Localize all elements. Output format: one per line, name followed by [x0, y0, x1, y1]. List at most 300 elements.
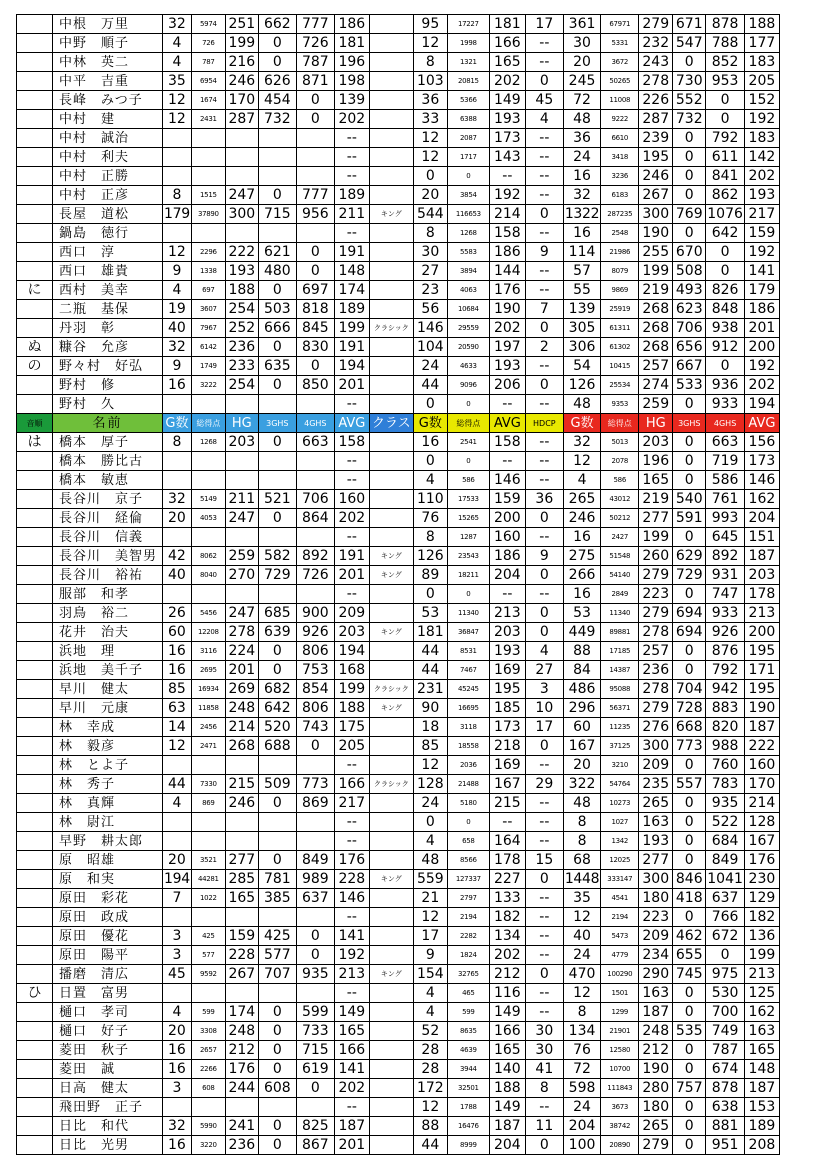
total-score-1-cell: 8062	[191, 547, 225, 566]
name-cell: 長谷川 美智男	[53, 547, 163, 566]
name-cell: 丹羽 彰	[53, 319, 163, 338]
player-row	[17, 34, 780, 53]
3ghs-3-cell: 0	[673, 756, 706, 775]
hg-3-cell: 190	[639, 224, 673, 243]
header-hdcp: HDCP	[525, 414, 563, 433]
total-score-3-cell: 3673	[601, 1098, 639, 1117]
g-count-2-cell: 17	[413, 927, 447, 946]
total-score-2-cell: 45245	[447, 680, 489, 699]
name-cell: 中村 利夫	[53, 148, 163, 167]
avg-3-cell: 171	[744, 661, 779, 680]
4ghs-3-cell: 0	[706, 91, 745, 110]
avg-3-cell: 187	[744, 547, 779, 566]
name-cell: 花井 治夫	[53, 623, 163, 642]
name-cell: 長峰 みつ子	[53, 91, 163, 110]
3ghs-1-cell	[258, 1098, 296, 1117]
g-count-3-cell: 72	[563, 91, 600, 110]
hg-3-cell: 236	[639, 661, 673, 680]
3ghs-1-cell: 0	[258, 1022, 296, 1041]
hg-1-cell: 224	[225, 642, 258, 661]
g-count-1-cell: 16	[163, 1041, 192, 1060]
3ghs-3-cell: 0	[673, 813, 706, 832]
player-row	[17, 1117, 780, 1136]
total-score-2-cell: 2036	[447, 756, 489, 775]
g-count-1-cell: 16	[163, 1060, 192, 1079]
4ghs-1-cell: 935	[296, 965, 334, 984]
total-score-2-cell: 1788	[447, 1098, 489, 1117]
avg-3-cell: 195	[744, 680, 779, 699]
kana-cell	[17, 870, 53, 889]
3ghs-3-cell: 0	[673, 851, 706, 870]
3ghs-3-cell: 0	[673, 167, 706, 186]
hg-1-cell: 201	[225, 661, 258, 680]
3ghs-3-cell: 0	[673, 794, 706, 813]
avg-3-cell: 162	[744, 490, 779, 509]
hg-3-cell: 265	[639, 794, 673, 813]
class-cell	[369, 452, 413, 471]
avg-2-cell: 186	[489, 243, 525, 262]
player-row	[17, 642, 780, 661]
3ghs-1-cell: 385	[258, 889, 296, 908]
hg-1-cell: 215	[225, 775, 258, 794]
hg-1-cell: 287	[225, 110, 258, 129]
name-cell: 原 和実	[53, 870, 163, 889]
total-score-2-cell: 0	[447, 813, 489, 832]
total-score-1-cell	[191, 395, 225, 414]
class-cell	[369, 376, 413, 395]
g-count-1-cell: 32	[163, 1117, 192, 1136]
g-count-1-cell: 40	[163, 566, 192, 585]
4ghs-1-cell	[296, 528, 334, 547]
hg-3-cell: 243	[639, 53, 673, 72]
hg-3-cell: 279	[639, 604, 673, 623]
name-cell: 橋本 勝比古	[53, 452, 163, 471]
4ghs-3-cell: 931	[706, 566, 745, 585]
total-score-2-cell: 16695	[447, 699, 489, 718]
hdcp-cell: 7	[525, 300, 563, 319]
name-cell: 林 毅彦	[53, 737, 163, 756]
kana-cell	[17, 585, 53, 604]
hg-3-cell: 267	[639, 186, 673, 205]
g-count-2-cell: 0	[413, 813, 447, 832]
name-cell: 浜地 理	[53, 642, 163, 661]
4ghs-3-cell: 951	[706, 1136, 745, 1155]
avg-1-cell: 146	[334, 889, 369, 908]
total-score-2-cell: 0	[447, 585, 489, 604]
avg-1-cell: 194	[334, 357, 369, 376]
3ghs-3-cell: 667	[673, 357, 706, 376]
class-cell	[369, 756, 413, 775]
4ghs-3-cell: 938	[706, 319, 745, 338]
hdcp-cell: --	[525, 262, 563, 281]
avg-2-cell: 173	[489, 129, 525, 148]
hdcp-cell: --	[525, 927, 563, 946]
total-score-3-cell: 25534	[601, 376, 639, 395]
player-row	[17, 547, 780, 566]
hg-1-cell	[225, 984, 258, 1003]
class-cell	[369, 1098, 413, 1117]
kana-cell	[17, 794, 53, 813]
total-score-1-cell: 1515	[191, 186, 225, 205]
4ghs-1-cell: 743	[296, 718, 334, 737]
total-score-1-cell: 44281	[191, 870, 225, 889]
hg-1-cell	[225, 1098, 258, 1117]
hg-3-cell: 257	[639, 357, 673, 376]
3ghs-1-cell: 425	[258, 927, 296, 946]
name-cell: 早野 耕太郎	[53, 832, 163, 851]
g-count-1-cell: 16	[163, 661, 192, 680]
g-count-1-cell: 42	[163, 547, 192, 566]
class-cell: キング	[369, 566, 413, 585]
g-count-3-cell: 24	[563, 1098, 600, 1117]
kana-cell	[17, 395, 53, 414]
total-score-1-cell: 16934	[191, 680, 225, 699]
total-score-2-cell: 8635	[447, 1022, 489, 1041]
avg-2-cell: 190	[489, 300, 525, 319]
hdcp-cell: --	[525, 186, 563, 205]
class-cell	[369, 110, 413, 129]
hg-3-cell: 268	[639, 319, 673, 338]
total-score-2-cell: 0	[447, 167, 489, 186]
total-score-2-cell: 7467	[447, 661, 489, 680]
hdcp-cell: 30	[525, 1041, 563, 1060]
avg-1-cell: --	[334, 129, 369, 148]
avg-3-cell: 170	[744, 775, 779, 794]
g-count-1-cell: 32	[163, 15, 192, 34]
kana-cell	[17, 262, 53, 281]
g-count-3-cell: 55	[563, 281, 600, 300]
player-row	[17, 452, 780, 471]
g-count-3-cell: 245	[563, 72, 600, 91]
4ghs-3-cell: 792	[706, 129, 745, 148]
4ghs-3-cell: 783	[706, 775, 745, 794]
avg-1-cell: 201	[334, 566, 369, 585]
kana-cell	[17, 889, 53, 908]
avg-2-cell: 149	[489, 1003, 525, 1022]
avg-3-cell: 200	[744, 338, 779, 357]
4ghs-3-cell: 761	[706, 490, 745, 509]
player-row	[17, 281, 780, 300]
kana-cell	[17, 604, 53, 623]
hg-3-cell: 163	[639, 813, 673, 832]
3ghs-3-cell: 493	[673, 281, 706, 300]
3ghs-3-cell: 846	[673, 870, 706, 889]
player-row	[17, 167, 780, 186]
g-count-2-cell: 181	[413, 623, 447, 642]
player-row	[17, 338, 780, 357]
name-cell: 早川 健太	[53, 680, 163, 699]
3ghs-3-cell: 0	[673, 1098, 706, 1117]
avg-2-cell: 188	[489, 1079, 525, 1098]
class-cell	[369, 186, 413, 205]
3ghs-1-cell: 520	[258, 718, 296, 737]
hg-3-cell: 277	[639, 509, 673, 528]
3ghs-3-cell: 0	[673, 1117, 706, 1136]
4ghs-3-cell: 747	[706, 585, 745, 604]
3ghs-1-cell: 0	[258, 661, 296, 680]
3ghs-1-cell: 0	[258, 794, 296, 813]
hg-1-cell: 222	[225, 243, 258, 262]
g-count-1-cell: 60	[163, 623, 192, 642]
avg-2-cell: 202	[489, 946, 525, 965]
g-count-3-cell: 35	[563, 889, 600, 908]
hdcp-cell: --	[525, 167, 563, 186]
hg-3-cell: 300	[639, 870, 673, 889]
hdcp-cell: 27	[525, 661, 563, 680]
total-score-1-cell: 5456	[191, 604, 225, 623]
hg-3-cell: 209	[639, 756, 673, 775]
total-score-1-cell	[191, 832, 225, 851]
hg-1-cell: 285	[225, 870, 258, 889]
3ghs-3-cell: 0	[673, 661, 706, 680]
g-count-2-cell: 172	[413, 1079, 447, 1098]
g-count-3-cell: 12	[563, 908, 600, 927]
3ghs-1-cell: 682	[258, 680, 296, 699]
total-score-2-cell: 2282	[447, 927, 489, 946]
kana-cell	[17, 1117, 53, 1136]
avg-2-cell: 193	[489, 357, 525, 376]
avg-2-cell: 202	[489, 319, 525, 338]
g-count-2-cell: 12	[413, 129, 447, 148]
avg-2-cell: 169	[489, 661, 525, 680]
hdcp-cell: --	[525, 1098, 563, 1117]
total-score-3-cell: 3672	[601, 53, 639, 72]
avg-2-cell: 203	[489, 623, 525, 642]
hg-3-cell: 212	[639, 1041, 673, 1060]
3ghs-1-cell: 0	[258, 376, 296, 395]
hg-1-cell	[225, 395, 258, 414]
3ghs-3-cell: 535	[673, 1022, 706, 1041]
class-cell: キング	[369, 623, 413, 642]
4ghs-3-cell: 0	[706, 262, 745, 281]
player-row	[17, 661, 780, 680]
avg-2-cell: 206	[489, 376, 525, 395]
header-avg-3: AVG	[744, 414, 779, 433]
avg-2-cell: 200	[489, 509, 525, 528]
g-count-2-cell: 28	[413, 1041, 447, 1060]
g-count-2-cell: 56	[413, 300, 447, 319]
kana-cell	[17, 813, 53, 832]
kana-cell	[17, 965, 53, 984]
total-score-2-cell: 6388	[447, 110, 489, 129]
g-count-3-cell: 48	[563, 794, 600, 813]
header-hg-3: HG	[639, 414, 673, 433]
total-score-3-cell: 111843	[601, 1079, 639, 1098]
avg-2-cell: 160	[489, 528, 525, 547]
name-cell: 播磨 清広	[53, 965, 163, 984]
hdcp-cell: 45	[525, 91, 563, 110]
g-count-1-cell: 35	[163, 72, 192, 91]
kana-cell	[17, 376, 53, 395]
total-score-2-cell: 2087	[447, 129, 489, 148]
total-score-1-cell: 12208	[191, 623, 225, 642]
g-count-3-cell: 48	[563, 395, 600, 414]
header-total-score-1: 総得点	[191, 414, 225, 433]
hg-1-cell: 246	[225, 794, 258, 813]
kana-cell	[17, 471, 53, 490]
player-row	[17, 72, 780, 91]
player-row	[17, 851, 780, 870]
g-count-1-cell	[163, 471, 192, 490]
hg-1-cell	[225, 528, 258, 547]
player-row	[17, 889, 780, 908]
player-row	[17, 984, 780, 1003]
total-score-3-cell: 5013	[601, 433, 639, 452]
total-score-3-cell: 8079	[601, 262, 639, 281]
hdcp-cell: --	[525, 281, 563, 300]
total-score-3-cell: 4779	[601, 946, 639, 965]
avg-3-cell: 146	[744, 471, 779, 490]
total-score-3-cell: 3210	[601, 756, 639, 775]
4ghs-1-cell: 830	[296, 338, 334, 357]
g-count-1-cell: 45	[163, 965, 192, 984]
avg-2-cell: 193	[489, 110, 525, 129]
avg-2-cell: 204	[489, 566, 525, 585]
4ghs-3-cell: 933	[706, 395, 745, 414]
name-cell: 原田 陽平	[53, 946, 163, 965]
avg-3-cell: 208	[744, 1136, 779, 1155]
avg-3-cell: 152	[744, 91, 779, 110]
class-cell	[369, 91, 413, 110]
kana-cell	[17, 1079, 53, 1098]
g-count-2-cell: 28	[413, 1060, 447, 1079]
g-count-1-cell: 63	[163, 699, 192, 718]
kana-cell	[17, 1041, 53, 1060]
avg-3-cell: 159	[744, 224, 779, 243]
player-row	[17, 224, 780, 243]
g-count-3-cell: 266	[563, 566, 600, 585]
total-score-3-cell: 2194	[601, 908, 639, 927]
hdcp-cell: --	[525, 53, 563, 72]
g-count-1-cell: 20	[163, 1022, 192, 1041]
avg-3-cell: 183	[744, 129, 779, 148]
3ghs-1-cell: 503	[258, 300, 296, 319]
name-cell: 飛田野 正子	[53, 1098, 163, 1117]
g-count-1-cell	[163, 813, 192, 832]
avg-1-cell: --	[334, 224, 369, 243]
avg-3-cell: 129	[744, 889, 779, 908]
total-score-2-cell: 4639	[447, 1041, 489, 1060]
g-count-3-cell: 449	[563, 623, 600, 642]
total-score-2-cell: 20590	[447, 338, 489, 357]
total-score-3-cell: 11235	[601, 718, 639, 737]
hg-1-cell	[225, 148, 258, 167]
4ghs-3-cell: 611	[706, 148, 745, 167]
name-cell: 林 秀子	[53, 775, 163, 794]
g-count-2-cell: 0	[413, 167, 447, 186]
kana-cell	[17, 243, 53, 262]
class-cell	[369, 471, 413, 490]
g-count-2-cell: 128	[413, 775, 447, 794]
player-row	[17, 1098, 780, 1117]
3ghs-3-cell: 508	[673, 262, 706, 281]
avg-3-cell: 178	[744, 585, 779, 604]
total-score-1-cell: 37890	[191, 205, 225, 224]
avg-1-cell: 149	[334, 1003, 369, 1022]
g-count-2-cell: 88	[413, 1117, 447, 1136]
total-score-3-cell: 61311	[601, 319, 639, 338]
header-g-count-2: G数	[413, 414, 447, 433]
header-g-count-3: G数	[563, 414, 600, 433]
total-score-1-cell	[191, 452, 225, 471]
hg-3-cell: 195	[639, 148, 673, 167]
hg-1-cell: 228	[225, 946, 258, 965]
g-count-1-cell: 44	[163, 775, 192, 794]
total-score-3-cell: 1342	[601, 832, 639, 851]
total-score-3-cell: 12025	[601, 851, 639, 870]
g-count-3-cell: 32	[563, 433, 600, 452]
avg-1-cell: 191	[334, 547, 369, 566]
hg-3-cell: 255	[639, 243, 673, 262]
player-row	[17, 490, 780, 509]
hg-3-cell: 199	[639, 528, 673, 547]
class-cell	[369, 851, 413, 870]
g-count-3-cell: 24	[563, 946, 600, 965]
avg-3-cell: 151	[744, 528, 779, 547]
avg-3-cell: 202	[744, 167, 779, 186]
hg-3-cell: 223	[639, 908, 673, 927]
name-cell: 原田 彩花	[53, 889, 163, 908]
3ghs-1-cell: 732	[258, 110, 296, 129]
avg-2-cell: 197	[489, 338, 525, 357]
avg-3-cell: 190	[744, 699, 779, 718]
g-count-3-cell: 48	[563, 110, 600, 129]
avg-2-cell: 176	[489, 281, 525, 300]
total-score-1-cell: 7967	[191, 319, 225, 338]
player-row	[17, 775, 780, 794]
player-row	[17, 813, 780, 832]
kana-cell	[17, 300, 53, 319]
4ghs-1-cell: 599	[296, 1003, 334, 1022]
g-count-2-cell: 12	[413, 34, 447, 53]
4ghs-1-cell	[296, 129, 334, 148]
3ghs-1-cell: 707	[258, 965, 296, 984]
player-row	[17, 262, 780, 281]
avg-2-cell: 187	[489, 1117, 525, 1136]
4ghs-1-cell: 0	[296, 927, 334, 946]
total-score-3-cell: 1299	[601, 1003, 639, 1022]
header-total-score-2: 総得点	[447, 414, 489, 433]
avg-3-cell: 141	[744, 262, 779, 281]
avg-2-cell: 202	[489, 72, 525, 91]
g-count-3-cell: 139	[563, 300, 600, 319]
3ghs-3-cell: 0	[673, 471, 706, 490]
total-score-3-cell: 9222	[601, 110, 639, 129]
hg-3-cell: 277	[639, 851, 673, 870]
hg-3-cell: 234	[639, 946, 673, 965]
avg-1-cell: 175	[334, 718, 369, 737]
4ghs-1-cell: 850	[296, 376, 334, 395]
4ghs-1-cell: 787	[296, 53, 334, 72]
class-cell	[369, 1079, 413, 1098]
hg-3-cell: 226	[639, 91, 673, 110]
name-cell: 服部 和孝	[53, 585, 163, 604]
avg-1-cell: 160	[334, 490, 369, 509]
kana-cell	[17, 490, 53, 509]
avg-3-cell: 162	[744, 1003, 779, 1022]
kana-cell	[17, 528, 53, 547]
g-count-1-cell: 4	[163, 281, 192, 300]
hdcp-cell: 0	[525, 72, 563, 91]
total-score-1-cell: 3116	[191, 642, 225, 661]
3ghs-1-cell	[258, 528, 296, 547]
4ghs-1-cell: 926	[296, 623, 334, 642]
4ghs-1-cell: 825	[296, 1117, 334, 1136]
total-score-1-cell: 3521	[191, 851, 225, 870]
g-count-1-cell	[163, 756, 192, 775]
g-count-2-cell: 154	[413, 965, 447, 984]
avg-3-cell: 165	[744, 1041, 779, 1060]
